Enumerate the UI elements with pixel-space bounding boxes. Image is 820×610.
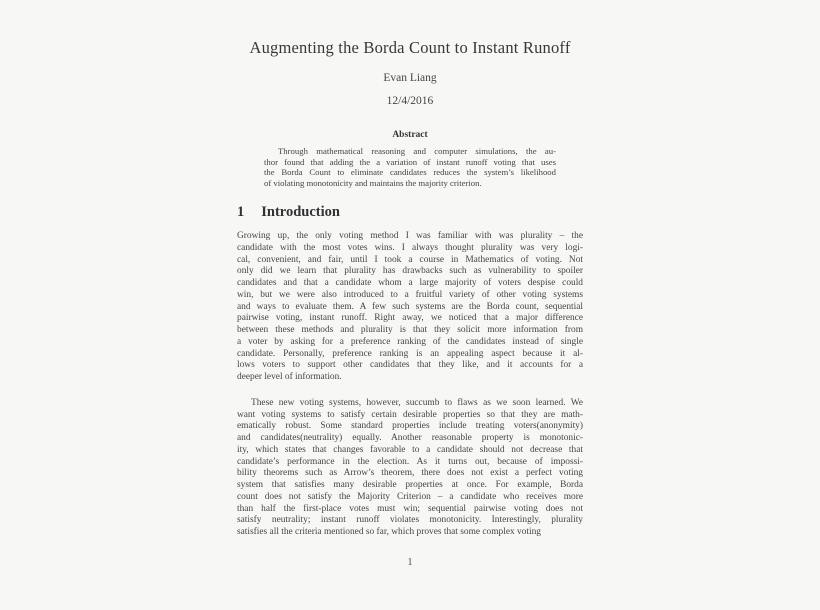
text-line: pairwise voting, instant runoff. Right away, we noticed that a major difference — [237, 313, 583, 324]
abstract-text — [264, 146, 556, 188]
text-line: of violating monotonicity and maintains the majority criterion. — [264, 177, 482, 188]
text-line: Through mathematical reasoning and computer simulations, the au- — [278, 146, 556, 156]
paper-title: Augmenting the Borda Count to Instant Runoff — [249, 38, 571, 57]
text-line: the Borda Count to eliminate candidates reduces the system’s likelihood — [264, 167, 556, 178]
text-line: candidate’s performance in the election. As it turns out, because of impossi- — [237, 456, 583, 467]
text-line: ematically robust. Some standard properties include treating voters(anonymity) — [237, 421, 583, 432]
text-line: lows voters to support other candidates that they like, and it accounts for a — [237, 360, 583, 371]
text-line: want voting systems to satisfy certain desirable properties so that they are math- — [237, 409, 583, 420]
text-line: win, but we were also introduced to a fruitful variety of other voting systems — [237, 289, 583, 300]
text-line: ity, which states that changes favorable to a candidate should not decrease that — [237, 444, 583, 455]
text-line: and ways to evaluate them. A few such systems are the Borda count, sequential — [237, 301, 583, 312]
text-line: thor found that adding the a variation of instant runoff voting that uses — [264, 156, 556, 167]
introduction-body — [237, 231, 583, 539]
text-line: candidate. Personally, preference ranking is an appealing aspect because it al- — [237, 348, 583, 359]
text-line: These new voting systems, however, succumb to flaws as we soon learned. We — [251, 397, 583, 408]
text-line: count does not satisfy the Majority Criterion – a candidate who receives more — [237, 491, 583, 502]
text-line: deeper level of information. — [237, 372, 342, 382]
text-line: system that satisfies many desirable properties at once. For example, Borda — [237, 480, 583, 490]
text-line: bility theorems such as Arrow’s theorem, there does not exist a perfect voting — [237, 468, 583, 479]
text-line: satisfies all the criteria mentioned so far, which proves that some complex voting — [237, 527, 541, 537]
section-title: Introduction — [261, 204, 340, 220]
text-line: candidates and that a candidate whom a large majority of voters despise could — [237, 278, 583, 288]
paragraph — [237, 231, 583, 384]
text-line: and candidates(neutrality) equally. Another reasonable property is monotonic- — [237, 433, 583, 443]
section-number: 1 — [237, 204, 245, 220]
text-line: only did we learn that plurality has drawbacks such as vulnerability to spoiler — [237, 266, 583, 277]
text-line: satisfy neutrality; instant runoff violates monotonicity. Interestingly, plurality — [237, 515, 583, 526]
paragraph — [237, 398, 583, 539]
section-heading — [237, 204, 340, 221]
text-line: between these methods and plurality is that they solicit more information from — [237, 325, 583, 335]
page-number: 1 — [407, 557, 413, 568]
paper-date: 12/4/2016 — [386, 95, 434, 107]
text-line: a voter by asking for a preference ranking of the candidates instead of single — [237, 336, 583, 347]
text-line: cal, convenient, and fair, until I took a course in Mathematics of voting. Not — [237, 254, 583, 265]
abstract-heading: Abstract — [392, 130, 428, 140]
text-line: candidate with the most votes wins. I always thought plurality was very logi- — [237, 242, 583, 253]
text-line: Growing up, the only voting method I was familiar with was plurality – the — [237, 231, 583, 241]
text-line: than half the first-place votes must win; sequential pairwise voting does not — [237, 503, 583, 514]
paper-author: Evan Liang — [383, 72, 437, 84]
